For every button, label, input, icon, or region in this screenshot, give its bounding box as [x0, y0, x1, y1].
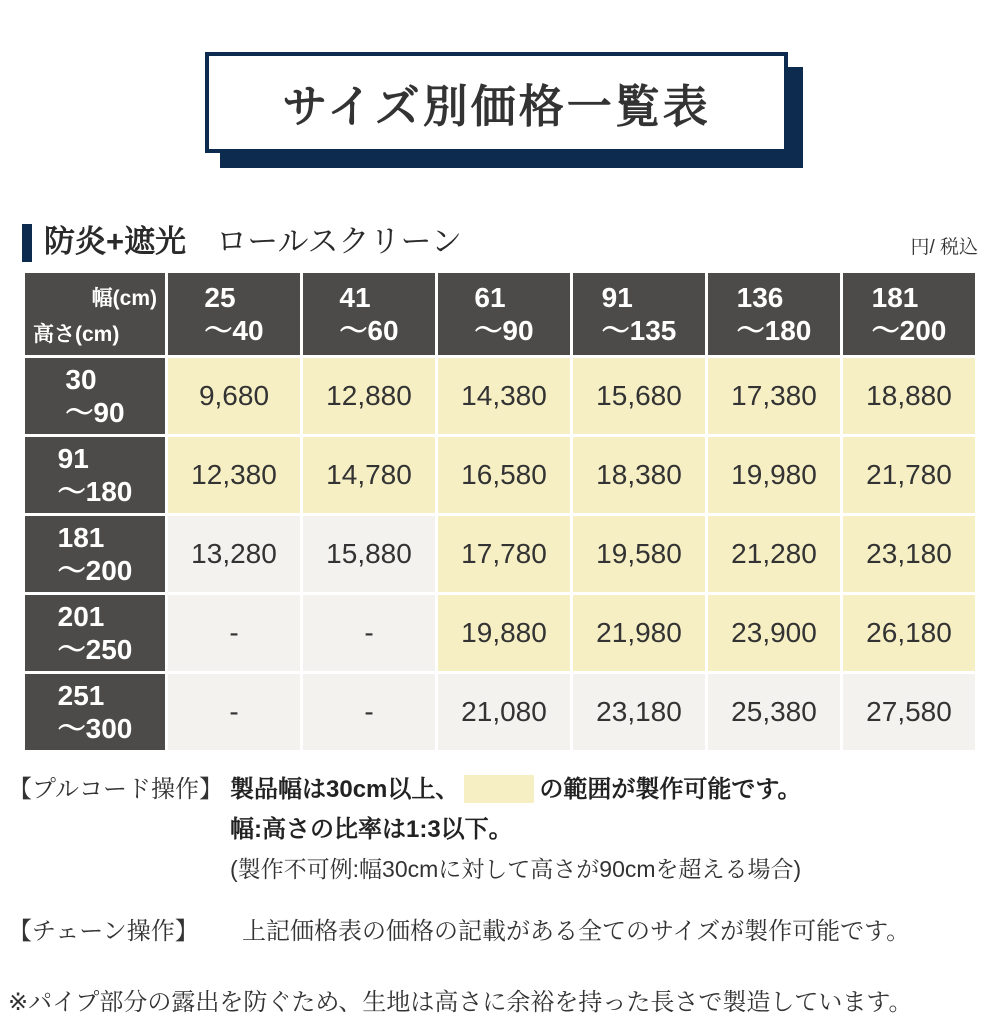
height-row-header: 30 〜90	[24, 357, 167, 436]
width-column-header: 181 〜200	[842, 272, 977, 357]
width-column-header: 61 〜90	[437, 272, 572, 357]
chain-label: 【チェーン操作】	[8, 918, 199, 946]
price-cell: 21,280	[707, 515, 842, 594]
chain-note	[8, 916, 994, 948]
chain-text: 上記価格表の価格の記載がある全てのサイズが製作可能です。	[242, 918, 911, 946]
width-column-header: 136 〜180	[707, 272, 842, 357]
product-label: ロールスクリーン	[216, 224, 462, 259]
highlight-color-swatch	[464, 775, 534, 803]
corner-cell	[24, 272, 167, 357]
pull-cord-line2: 幅:高さの比率は1:3以下。	[230, 815, 513, 843]
price-cell: 13,280	[167, 515, 302, 594]
price-cell: 23,180	[842, 515, 977, 594]
price-cell: 23,900	[707, 594, 842, 673]
width-header-row	[24, 272, 977, 357]
price-cell: 21,080	[437, 673, 572, 752]
price-cell: 21,980	[572, 594, 707, 673]
price-unit-label: 円/ 税込	[910, 237, 978, 259]
category-label: 防炎+遮光	[44, 224, 187, 259]
table-row	[24, 673, 977, 752]
pull-cord-line3: (製作不可例:幅30cmに対して高さが90cmを超える場合)	[230, 856, 802, 883]
price-cell: 18,880	[842, 357, 977, 436]
price-cell: 19,580	[572, 515, 707, 594]
price-table-body	[24, 357, 977, 752]
height-row-header: 181 〜200	[24, 515, 167, 594]
page-title-text: サイズ別価格一覧表	[282, 81, 711, 132]
price-cell: 26,180	[842, 594, 977, 673]
pull-cord-line1	[230, 774, 801, 807]
price-cell: 15,680	[572, 357, 707, 436]
pipe-footnote: ※パイプ部分の露出を防ぐため、生地は高さに余裕を持った長さで製造しています。	[8, 989, 913, 1017]
price-table	[22, 270, 978, 753]
table-row	[24, 594, 977, 673]
price-cell: 15,880	[302, 515, 437, 594]
width-axis-label: 幅(cm)	[91, 287, 157, 310]
price-cell: -	[167, 673, 302, 752]
price-cell: 17,380	[707, 357, 842, 436]
title-banner	[205, 52, 803, 168]
price-cell: 17,780	[437, 515, 572, 594]
price-cell: 12,380	[167, 436, 302, 515]
price-cell: -	[302, 673, 437, 752]
price-cell: 21,780	[842, 436, 977, 515]
price-cell: 16,580	[437, 436, 572, 515]
notes-section	[8, 774, 994, 1017]
pull-cord-line1-after: の範囲が製作可能です。	[539, 776, 802, 803]
price-cell: 9,680	[167, 357, 302, 436]
table-row	[24, 515, 977, 594]
price-cell: 27,580	[842, 673, 977, 752]
price-cell: 18,380	[572, 436, 707, 515]
height-row-header: 201 〜250	[24, 594, 167, 673]
accent-bar	[22, 224, 32, 262]
width-column-header: 91 〜135	[572, 272, 707, 357]
price-cell: -	[167, 594, 302, 673]
price-cell: -	[302, 594, 437, 673]
pull-cord-note	[8, 774, 994, 807]
pull-cord-line1-before: 製品幅は30cm以上、	[230, 776, 460, 803]
price-cell: 19,980	[707, 436, 842, 515]
price-cell: 23,180	[572, 673, 707, 752]
section-header	[22, 222, 978, 262]
price-cell: 25,380	[707, 673, 842, 752]
width-column-header: 41 〜60	[302, 272, 437, 357]
price-cell: 19,880	[437, 594, 572, 673]
price-cell: 12,880	[302, 357, 437, 436]
height-row-header: 251 〜300	[24, 673, 167, 752]
table-row	[24, 436, 977, 515]
price-cell: 14,780	[302, 436, 437, 515]
height-row-header: 91 〜180	[24, 436, 167, 515]
width-column-header: 25 〜40	[167, 272, 302, 357]
page-title	[205, 52, 788, 153]
price-cell: 14,380	[437, 357, 572, 436]
height-axis-label: 高さ(cm)	[33, 323, 120, 346]
table-row	[24, 357, 977, 436]
pull-cord-label: 【プルコード操作】	[8, 776, 224, 803]
